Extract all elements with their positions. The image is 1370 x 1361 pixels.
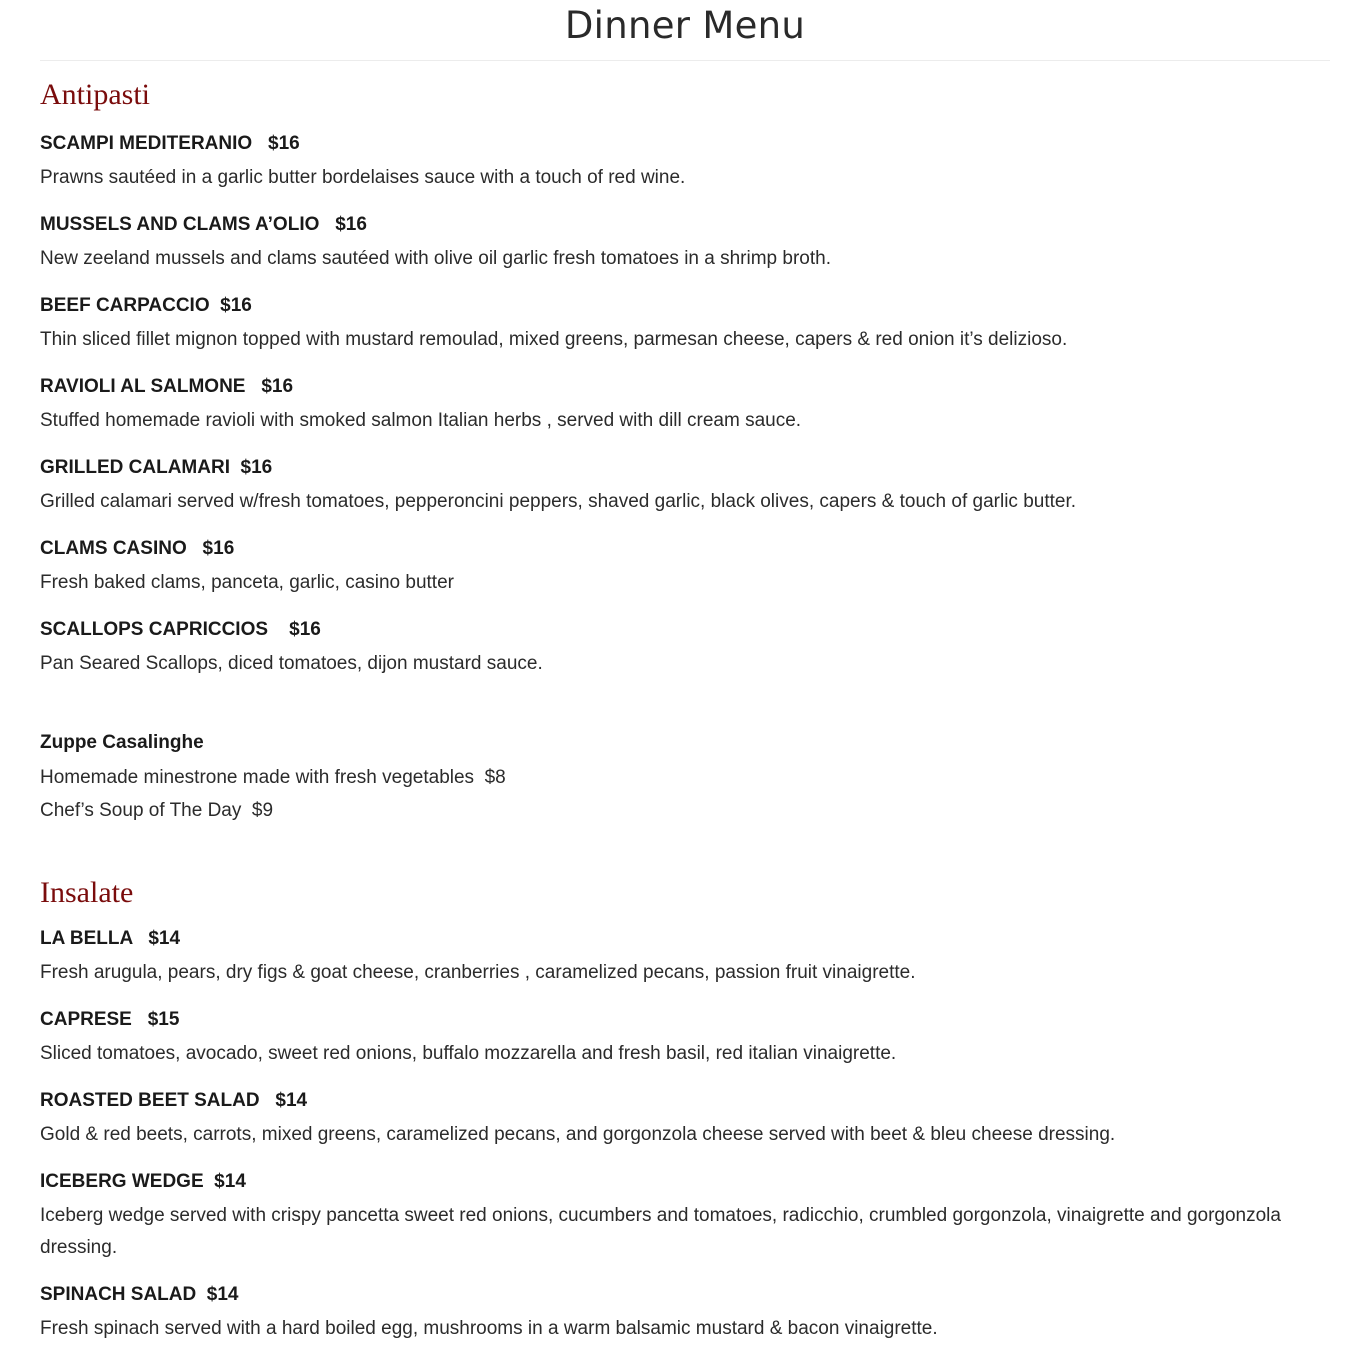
soup-section-title: Zuppe Casalinghe [40, 732, 204, 753]
menu-item-name: ICEBERG WEDGE $14 [40, 1171, 246, 1192]
menu-item-description: Grilled calamari served w/fresh tomatoes, pepperoncini peppers, shaved garlic, black olives, capers & touch of garlic butter. [40, 491, 1077, 512]
menu-item [40, 1167, 1330, 1280]
menu-item-description: Iceberg wedge served with crispy pancetta sweet red onions, cucumbers and tomatoes, radicchio, crumbled gorgonzola, vinaigrette and gorgonzola dressing. [40, 1205, 1281, 1258]
menu-item-description: Gold & red beets, carrots, mixed greens, caramelized pecans, and gorgonzola cheese served with beet & bleu cheese dressing. [40, 1124, 1116, 1145]
antipasti-list [40, 129, 1330, 696]
menu-item-description: Fresh spinach served with a hard boiled egg, mushrooms in a warm balsamic mustard & bacon vinaigrette. [40, 1318, 938, 1339]
menu-item-name: SCAMPI MEDITERANIO $16 [40, 133, 300, 154]
menu-item [40, 1005, 1330, 1086]
menu-item-description: Stuffed homemade ravioli with smoked salmon Italian herbs , served with dill cream sauce. [40, 410, 802, 431]
menu-item-name: CLAMS CASINO $16 [40, 538, 235, 559]
menu-item-description: New zeeland mussels and clams sautéed with olive oil garlic fresh tomatoes in a shrimp broth. [40, 248, 831, 269]
page-title: Dinner Menu [40, 0, 1330, 61]
menu-item [40, 924, 1330, 1005]
menu-item-description: Fresh arugula, pears, dry figs & goat cheese, cranberries , caramelized pecans, passion fruit vinaigrette. [40, 962, 916, 983]
menu-item-name: RAVIOLI AL SALMONE $16 [40, 376, 294, 397]
soup-item: Homemade minestrone made with fresh vegetables $8 [40, 767, 506, 788]
menu-item-name: GRILLED CALAMARI $16 [40, 457, 273, 478]
soup-item: Chef’s Soup of The Day $9 [40, 800, 274, 821]
menu-item [40, 372, 1330, 453]
menu-item-name: ROASTED BEET SALAD $14 [40, 1090, 308, 1111]
section-title-antipasti: Antipasti [40, 78, 150, 111]
menu-item [40, 534, 1330, 615]
menu-item-description: Pan Seared Scallops, diced tomatoes, dijon mustard sauce. [40, 653, 543, 674]
section-title-insalate: Insalate [40, 876, 134, 909]
menu-item-name: SPINACH SALAD $14 [40, 1284, 239, 1305]
menu-item [40, 1086, 1330, 1167]
menu-item-description: Fresh baked clams, panceta, garlic, casino butter [40, 572, 454, 593]
menu-item [40, 129, 1330, 210]
menu-item-description: Thin sliced fillet mignon topped with mustard remoulad, mixed greens, parmesan cheese, capers & red onion it’s delizioso. [40, 329, 1068, 350]
menu-item [40, 1280, 1330, 1361]
menu-item [40, 210, 1330, 291]
menu-item-name: LA BELLA $14 [40, 928, 181, 949]
menu-item-description: Sliced tomatoes, avocado, sweet red onions, buffalo mozzarella and fresh basil, red italian vinaigrette. [40, 1043, 897, 1064]
menu-item-name: BEEF CARPACCIO $16 [40, 295, 252, 316]
menu-page [40, 0, 1330, 1361]
menu-item [40, 615, 1330, 696]
menu-item-name: MUSSELS AND CLAMS A’OLIO $16 [40, 214, 367, 235]
menu-item-name: SCALLOPS CAPRICCIOS $16 [40, 619, 321, 640]
menu-item-description: Prawns sautéed in a garlic butter bordelaises sauce with a touch of red wine. [40, 167, 686, 188]
menu-item [40, 453, 1330, 534]
menu-item [40, 291, 1330, 372]
soup-section [40, 728, 1330, 827]
insalate-list [40, 924, 1330, 1361]
menu-item-name: CAPRESE $15 [40, 1009, 180, 1030]
